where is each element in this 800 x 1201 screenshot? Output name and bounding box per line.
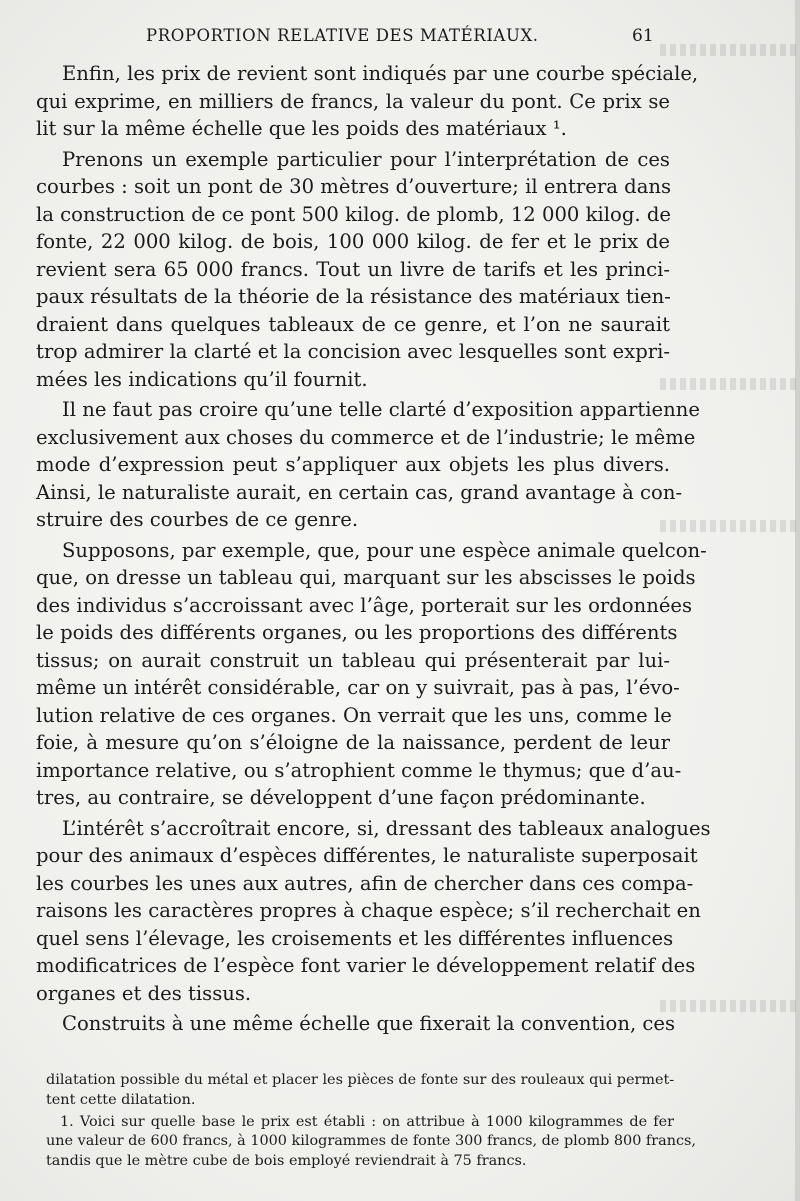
text-line: struire des courbes de ce genre. <box>36 508 359 531</box>
paragraph <box>36 60 699 143</box>
paragraph <box>36 537 707 812</box>
paragraph <box>36 146 670 394</box>
running-title: PROPORTION RELATIVE DES MATÉRIAUX. <box>146 26 539 45</box>
text-line: Construits à une même échelle que fixerait la convention, ces <box>62 1012 676 1035</box>
text-line: L’intérêt s’accroîtrait encore, si, dressant des tableaux analogues <box>62 816 711 840</box>
text-line: organes et des tissus. <box>36 981 252 1005</box>
text-line: paux résultats de la théorie de la résistance des matériaux tien- <box>36 285 671 308</box>
paragraph <box>36 1010 676 1038</box>
text-line: mode d’expression peut s’appliquer aux objets les plus divers. <box>36 453 670 476</box>
text-line: Enfin, les prix de revient sont indiqués par une courbe spéciale, <box>62 62 699 85</box>
text-line: le poids des différents organes, ou les proportions des différents <box>36 621 678 644</box>
text-line: modificatrices de l’espèce font varier le développement relatif des <box>36 954 696 977</box>
bleed-through-text <box>660 520 800 532</box>
text-line: courbes : soit un pont de 30 mètres d’ouverture; il entrera dans <box>36 175 672 198</box>
text-line: raisons les caractères propres à chaque espèce; s’il recherchait en <box>36 899 701 922</box>
text-line: foie, à mesure qu’on s’éloigne de la naissance, perdent de leur <box>36 731 670 754</box>
text-line: des individus s’accroissant avec l’âge, porterait sur les ordonnées <box>36 593 693 617</box>
footnotes <box>46 1071 696 1174</box>
text-line: Supposons, par exemple, que, pour une espèce animale quelcon- <box>62 538 707 562</box>
text-line: mées les indications qu’il fournit. <box>36 367 368 391</box>
text-line: même un intérêt considérable, car on y suivrait, pas à pas, l’évo- <box>36 676 680 699</box>
text-line: Ainsi, le naturaliste aurait, en certain cas, grand avantage à con- <box>36 480 683 504</box>
footnote-line: dilatation possible du métal et placer les pièces de fonte sur des rouleaux qui permet- <box>46 1072 675 1088</box>
text-line: importance relative, ou s’atrophient comme le thymus; que d’au- <box>36 758 682 782</box>
text-line: les courbes les unes aux autres, afin de chercher dans ces compa- <box>36 871 694 895</box>
bleed-through-text <box>660 378 800 390</box>
text-line: fonte, 22 000 kilog. de bois, 100 000 kilog. de fer et le prix de <box>36 230 670 253</box>
text-line: Prenons un exemple particulier pour l’interprétation de ces <box>62 147 670 171</box>
footnote-line: 1. Voici sur quelle base le prix est établi : on attribue à 1000 kilogrammes de fer <box>60 1113 674 1130</box>
text-line: tissus; on aurait construit un tableau qui présenterait par lui- <box>36 648 670 672</box>
footnote-continuation <box>46 1071 674 1111</box>
page-number: 61 <box>632 26 654 46</box>
footnote-line: tandis que le mètre cube de bois employé reviendrait à 75 francs. <box>46 1153 527 1170</box>
text-line: que, on dresse un tableau qui, marquant sur les abscisses le poids <box>36 566 696 589</box>
text-line: trop admirer la clarté et la concision avec lesquelles sont expri- <box>36 340 670 363</box>
paragraph <box>36 815 711 1008</box>
text-line: quel sens l’élevage, les croisements et les différentes influences <box>36 926 674 950</box>
running-header <box>0 26 800 54</box>
text-line: lit sur la même échelle que les poids des matériaux ¹. <box>36 117 567 140</box>
text-line: qui exprime, en milliers de francs, la valeur du pont. Ce prix se <box>36 89 670 113</box>
text-line: revient sera 65 000 francs. Tout un livre de tarifs et les princi- <box>36 257 670 281</box>
text-line: exclusivement aux choses du commerce et de l’industrie; le même <box>36 425 696 449</box>
footnote-1 <box>46 1113 696 1172</box>
text-line: Il ne faut pas croire qu’une telle clarté d’exposition appartienne <box>62 398 700 421</box>
body-text <box>36 60 711 1041</box>
bleed-through-text <box>660 1000 800 1012</box>
footnote-line: une valeur de 600 francs, à 1000 kilogrammes de fonte 300 francs, de plomb 800 francs, <box>46 1133 696 1150</box>
text-line: pour des animaux d’espèces différentes, le naturaliste superposait <box>36 844 698 867</box>
text-line: draient dans quelques tableaux de ce genre, et l’on ne saurait <box>36 312 670 336</box>
footnote-line: tent cette dilatation. <box>46 1091 196 1108</box>
text-line: la construction de ce pont 500 kilog. de plomb, 12 000 kilog. de <box>36 202 671 226</box>
text-line: tres, au contraire, se développent d’une façon prédominante. <box>36 786 646 809</box>
paragraph <box>36 396 700 534</box>
text-line: lution relative de ces organes. On verrait que les uns, comme le <box>36 703 672 727</box>
page-edge-shadow <box>795 0 800 1201</box>
